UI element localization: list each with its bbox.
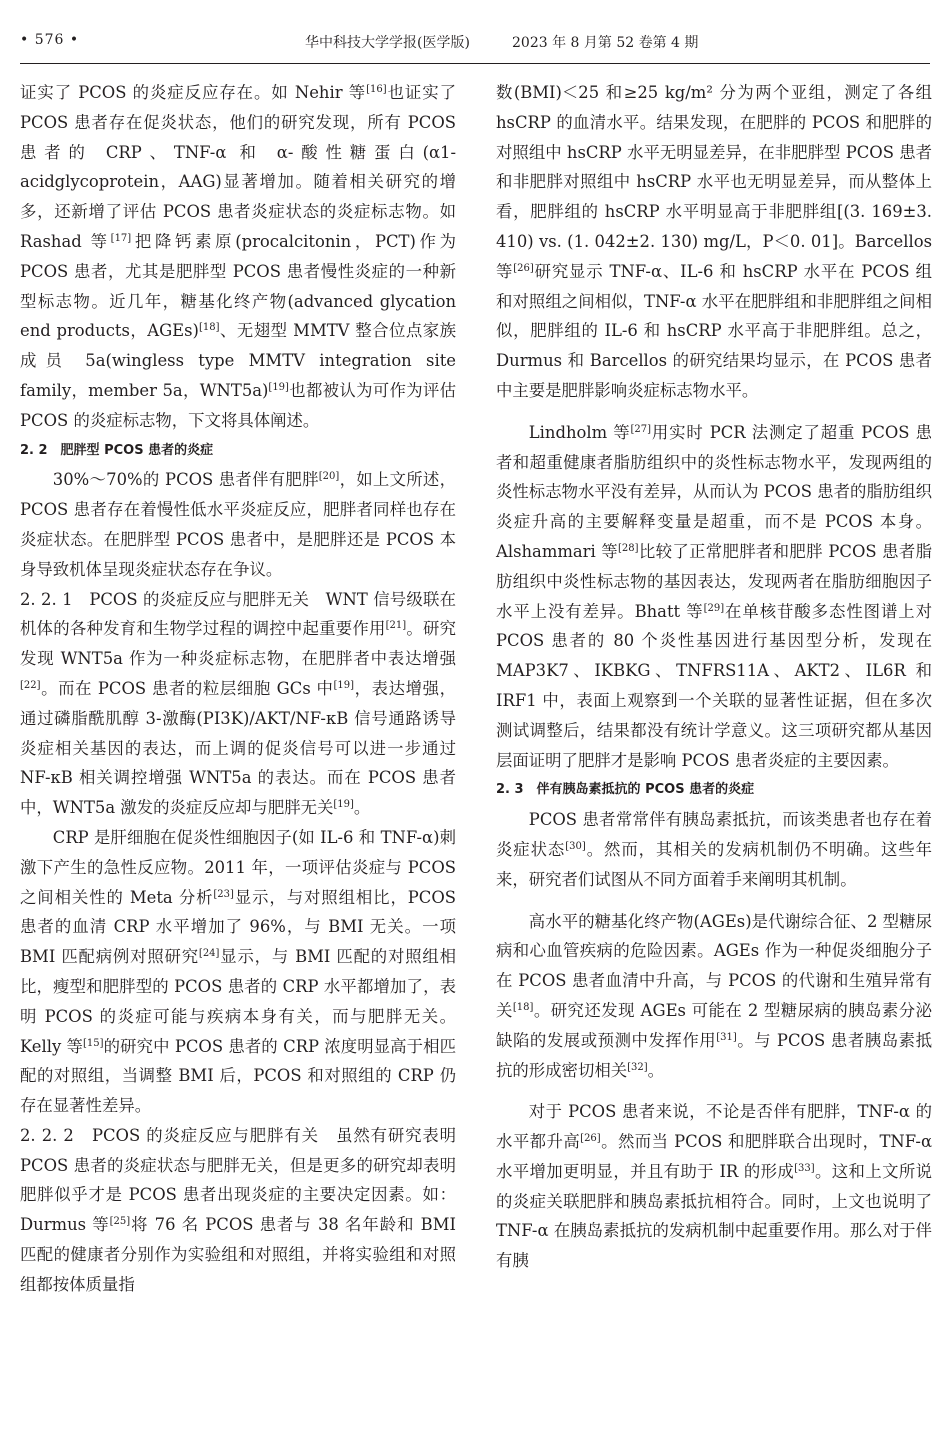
citation-ref: [27]	[630, 423, 652, 435]
body-paragraph: 30%～70%的 PCOS 患者伴有肥胖[20]，如上文所述，PCOS 患者存在着慢性低水平炎症反应，肥胖者同样也存在炎症状态。在肥胖型 PCOS 患者中，是肥胖还是 PCOS 本身导致机体呈现炎症状态存在争议。	[20, 470, 456, 579]
citation-ref: [25]	[109, 1216, 131, 1228]
right-column	[496, 78, 932, 1276]
citation-ref: [31]	[716, 1031, 737, 1043]
page-number: • 576 •	[20, 32, 80, 48]
body-paragraph: 证实了 PCOS 的炎症反应存在。如 Nehir 等[16]也证实了 PCOS 患者存在促炎状态，他们的研究发现，所有 PCOS 患者的 CRP、TNF-α 和 α-酸性糖蛋白(α1-acidglycoprotein，AAG)显著增加。随着相关研究的增多，还新增了评估 PCOS 患者炎症状态的炎症标志物。如 Rashad 等[17]把降钙素原(procalcitonin，PCT)作为 PCOS 患者，尤其是肥胖型 PCOS 患者慢性炎症的一种新型标志物。近几年，糖基化终产物(advanced glycation end products，AGEs)[18]、无翅型 MMTV 整合位点家族成员 5a(wingless type MMTV integration site family，member 5a，WNT5a)[19]也都被认为可作为评估 PCOS 的炎症标志物，下文将具体阐述。	[20, 83, 457, 430]
citation-ref: [18]	[512, 1001, 534, 1013]
running-header	[20, 30, 930, 60]
citation-ref: [17]	[110, 232, 132, 244]
citation-ref: [19]	[268, 381, 289, 393]
citation-ref: [21]	[385, 620, 407, 632]
citation-ref: [26]	[580, 1133, 601, 1145]
body-paragraph: PCOS 患者常常伴有胰岛素抵抗，而该类患者也存在着炎症状态[30]。然而，其相关的发病机制仍不明确。这些年来，研究者们试图从不同方面着手来阐明其机制。	[496, 810, 933, 889]
citation-ref: [18]	[198, 322, 220, 334]
citation-ref: [15]	[83, 1037, 104, 1049]
journal-name: 华中科技大学学报(医学版)	[305, 35, 470, 51]
body-paragraph: 2. 2. 2 PCOS 的炎症反应与肥胖有关 虽然有研究表明 PCOS 患者的炎症状态与肥胖无关，但是更多的研究却表明肥胖似乎才是 PCOS 患者出现炎症的主要决定因素。如：Durmus 等[25]将 76 名 PCOS 患者与 38 名年龄和 BMI 匹配的健康者分别作为实验组和对照组，并将实验组和对照组都按体质量指	[20, 1125, 456, 1294]
citation-ref: [19]	[333, 799, 354, 811]
citation-ref: [26]	[513, 262, 534, 274]
body-paragraph: 对于 PCOS 患者来说，不论是否伴有肥胖，TNF-α 的水平都升高[26]。然而当 PCOS 和肥胖联合出现时，TNF-α 水平增加更明显，并且有助于 IR 的形成[33]。这和上文所说的炎症关联肥胖和胰岛素抵抗相符合。同时，上文也说明了 TNF-α 在胰岛素抵抗的发病机制中起重要作用。那么对于伴有胰	[496, 1102, 933, 1271]
body-paragraph: 2. 2. 1 PCOS 的炎症反应与肥胖无关 WNT 信号级联在机体的各种发育和生物学过程的调控中起重要作用[21]。研究发现 WNT5a 作为一种炎症标志物，在肥胖者中表达增强[22]。而在 PCOS 患者的粒层细胞 GCs 中[19]，表达增强，通过磷脂酰肌醇 3-激酶(PI3K)/AKT/NF-κB 信号通路诱导炎症相关基因的表达，而上调的促炎信号可以进一步通过 NF-κB 相关调控增强 WNT5a 的表达。而在 PCOS 患者中，WNT5a 激发的炎症反应却与肥胖无关[19]。	[20, 589, 457, 818]
citation-ref: [16]	[366, 84, 387, 95]
citation-ref: [30]	[565, 840, 586, 852]
citation-ref: [29]	[703, 602, 725, 614]
citation-ref: [32]	[627, 1061, 648, 1073]
citation-ref: [28]	[618, 542, 639, 554]
citation-ref: [33]	[794, 1162, 815, 1174]
citation-ref: [22]	[20, 679, 41, 691]
citation-ref: [19]	[333, 679, 355, 691]
left-column	[20, 78, 456, 1300]
citation-ref: [23]	[213, 888, 234, 900]
citation-ref: [20]	[318, 471, 340, 483]
section-heading: 2. 3 伴有胰岛素抵抗的 PCOS 患者的炎症	[496, 782, 755, 798]
body-paragraph: CRP 是肝细胞在促炎性细胞因子(如 IL-6 和 TNF-α)刺激下产生的急性反应物。2011 年，一项评估炎症与 PCOS 之间相关性的 Meta 分析[23]显示，与对照组相比，PCOS 患者的血清 CRP 水平增加了 96%，与 BMI 无关。一项 BMI 匹配病例对照研究[24]显示，与 BMI 匹配的对照组相比，瘦型和肥胖型的 PCOS 患者的 CRP 水平都增加了，表明 PCOS 的炎症可能与疾病本身有关，而与肥胖无关。Kelly 等[15]的研究中 PCOS 患者的 CRP 浓度明显高于相匹配的对照组，当调整 BMI 后，PCOS 和对照组的 CRP 仍存在显著性差异。	[20, 827, 456, 1116]
body-paragraph: 高水平的糖基化终产物(AGEs)是代谢综合征、2 型糖尿病和心血管疾病的危险因素。AGEs 作为一种促炎细胞分子在 PCOS 患者血清中升高，与 PCOS 的代谢和生殖异常有关[18]。研究还发现 AGEs 可能在 2 型糖尿病的胰岛素分泌缺陷的发展或预测中发挥作用[31]。与 PCOS 患者胰岛素抵抗的形成密切相关[32]。	[496, 911, 933, 1080]
issue-info: 2023 年 8 月第 52 卷第 4 期	[512, 35, 699, 51]
body-paragraph: 数(BMI)＜25 和≥25 kg/m² 分为两个亚组，测定了各组 hsCRP 的血清水平。结果发现，在肥胖的 PCOS 和肥胖的对照组中 hsCRP 水平无明显差异，在非肥胖型 PCOS 患者和非肥胖对照组中 hsCRP 水平也无明显差异，而从整体上看，肥胖组的 hsCRP 水平明显高于非肥胖组[(3. 169±3. 410) vs. (1. 042±2. 130) mg/L，P＜0. 01]。Barcellos 等[26]研究显示 TNF-α、IL-6 和 hsCRP 水平在 PCOS 组和对照组之间相似，TNF-α 水平在肥胖组和非肥胖组之间相似，肥胖组的 IL-6 和 hsCRP 水平高于非肥胖组。总之，Durmus 和 Barcellos 的研究结果均显示，在 PCOS 患者中主要是肥胖影响炎症标志物水平。	[496, 83, 933, 400]
section-heading: 2. 2 肥胖型 PCOS 患者的炎症	[20, 442, 214, 458]
citation-ref: [24]	[198, 948, 220, 960]
header-rule	[20, 63, 930, 64]
body-paragraph: Lindholm 等[27]用实时 PCR 法测定了超重 PCOS 患者和超重健康者脂肪组织中的炎性标志物水平，发现两组的炎性标志物水平没有差异，从而认为 PCOS 患者的脂肪组织炎症升高的主要解释变量是超重，而不是 PCOS 本身。Alshammari 等[28]比较了正常肥胖者和肥胖 PCOS 患者脂肪组织中炎性标志物的基因表达，发现两者在脂肪细胞因子水平上没有差异。Bhatt 等[29]在单核苷酸多态性图谱上对 PCOS 患者的 80 个炎性基因进行基因型分析，发现在 MAP3K7、IKBKG、TNFRS11A、AKT2、IL6R 和 IRF1 中，表面上观察到一个关联的显著性证据，但在多次测试调整后，结果都没有统计学意义。这三项研究都从基因层面证明了肥胖才是影响 PCOS 患者炎症的主要因素。	[496, 422, 933, 770]
